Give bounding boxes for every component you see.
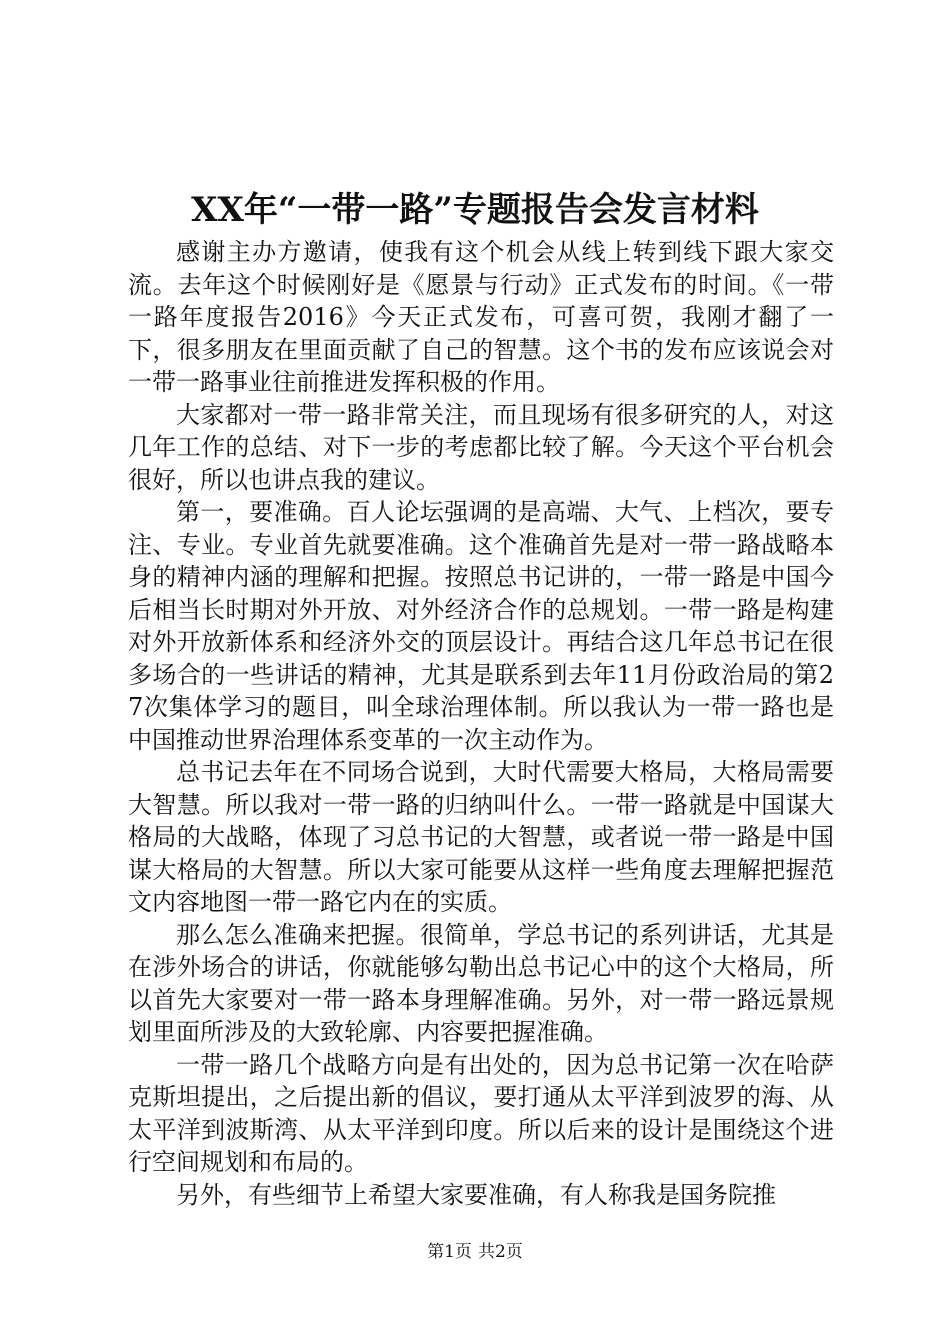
paragraph-1: 感谢主办方邀请，使我有这个机会从线上转到线下跟大家交流。去年这个时候刚好是《愿景与行动》正式发布的时间。《一带一路年度报告2016》今天正式发布，可喜可贺，我刚才翻了一下，很多朋友在里面贡献了自己的智慧。这个书的发布应该说会对一带一路事业往前推进发挥积极的作用。 xyxy=(128,238,834,396)
paragraph-7: 另外，有些细节上希望大家要准确，有人称我是国务院推 xyxy=(176,1180,776,1209)
paragraph-4: 总书记去年在不同场合说到，大时代需要大格局，大格局需要大智慧。所以我对一带一路的归纳叫什么。一带一路就是中国谋大格局的大战略，体现了习总书记的大智慧，或者说一带一路是中国谋大格局的大智慧。所以大家可能要从这样一些角度去理解把握范文内容地图一带一路它内在的实质。 xyxy=(128,758,834,916)
document-body xyxy=(128,236,834,1211)
paragraph-2: 大家都对一带一路非常关注，而且现场有很多研究的人，对这几年工作的总结、对下一步的考虑都比较了解。今天这个平台机会很好，所以也讲点我的建议。 xyxy=(128,400,834,494)
page-footer xyxy=(0,1240,950,1264)
paragraph-5: 那么怎么准确来把握。很简单，学总书记的系列讲话，尤其是在涉外场合的讲话，你就能够勾勒出总书记心中的这个大格局，所以首先大家要对一带一路本身理解准确。另外，对一带一路远景规划里面所涉及的大致轮廓、内容要把握准确。 xyxy=(128,920,834,1046)
page-number: 第1页 xyxy=(427,1242,472,1262)
document-title: XX年“一带一路”专题报告会发言材料 xyxy=(191,190,759,230)
page-total: 共2页 xyxy=(478,1242,523,1262)
paragraph-6: 一带一路几个战略方向是有出处的，因为总书记第一次在哈萨克斯坦提出，之后提出新的倡议，要打通从太平洋到波罗的海、从太平洋到波斯湾、从太平洋到印度。所以后来的设计是围绕这个进行空间规划和布局的。 xyxy=(128,1050,834,1176)
paragraph-3: 第一，要准确。百人论坛强调的是高端、大气、上档次，要专注、专业。专业首先就要准确。这个准确首先是对一带一路战略本身的精神内涵的理解和把握。按照总书记讲的，一带一路是中国今后相当长时期对外开放、对外经济合作的总规划。一带一路是构建对外开放新体系和经济外交的顶层设计。再结合这几年总书记在很多场合的一些讲话的精神，尤其是联系到去年11月份政治局的第27次集体学习的题目，叫全球治理体制。所以我认为一带一路也是中国推动世界治理体系变革的一次主动作为。 xyxy=(128,498,834,754)
